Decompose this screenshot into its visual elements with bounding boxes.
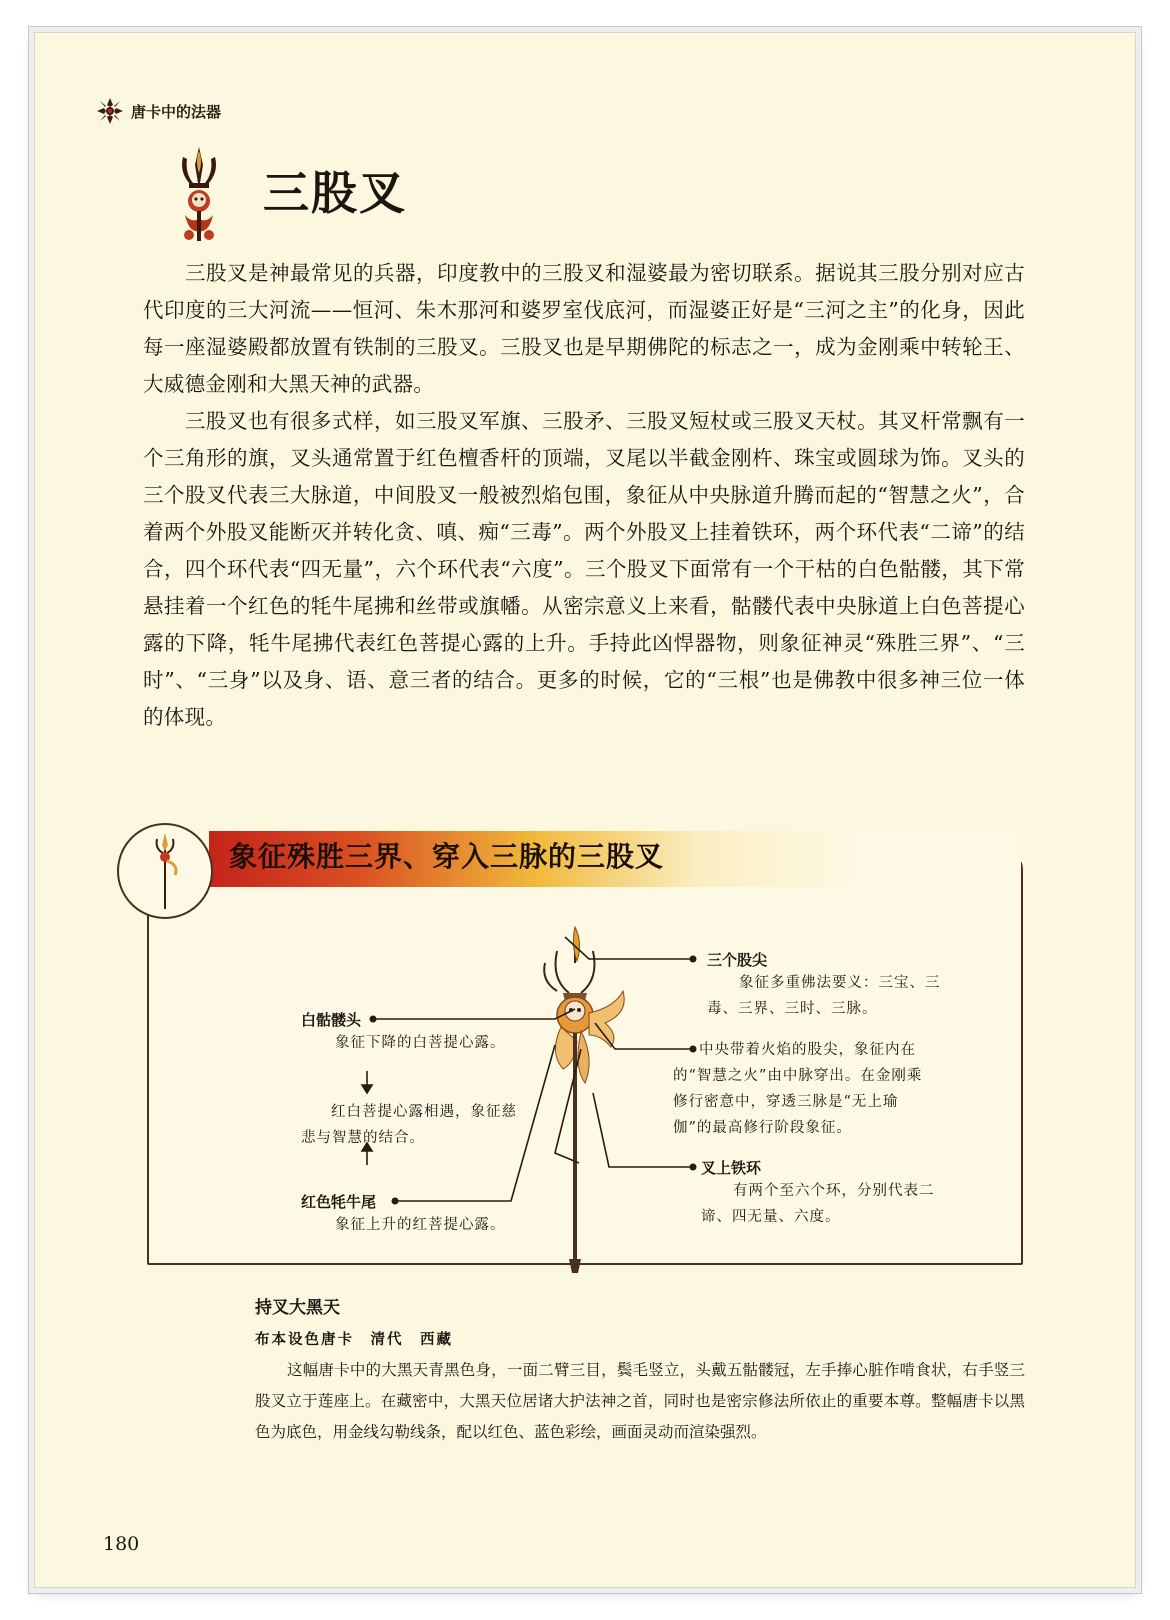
book-page (34, 32, 1136, 1588)
callout-skull-desc: 象征下降的白菩提心露。 (335, 1035, 506, 1051)
callout-flame-desc: 中央带着火焰的股尖，象征内在的“智慧之火”由中脉穿出。在金刚乘修行密意中，穿透三脉是“无上瑜伽”的最高修行阶段象征。 (673, 1042, 923, 1136)
body-text (143, 255, 1025, 736)
caption-title: 持叉大黑天 (255, 1298, 340, 1318)
callout-tips-head: 三个股尖 (707, 951, 768, 969)
body-paragraph: 三股叉也有很多式样，如三股叉军旗、三股矛、三股叉短杖或三股叉天杖。其叉杆常飘有一个三角形的旗，叉头通常置于红色檀香杆的顶端，叉尾以半截金刚杵、珠宝或圆球为饰。叉头的三个股叉代表三大脉道，中间股叉一般被烈焰包围，象征从中央脉道升腾而起的“智慧之火”，合着两个外股叉能断灭并转化贪、嗔、痴“三毒”。两个外股叉上挂着铁环，两个环代表“二谛”的结合，四个环代表“四无量”，六个环代表“六度”。三个股叉下面常有一个干枯的白色骷髅，其下常悬挂着一个红色的牦牛尾拂和丝带或旗幡。从密宗意义上来看，骷髅代表中央脉道上白色菩提心露的下降，牦牛尾拂代表红色菩提心露的上升。手持此凶悍器物，则象征神灵“殊胜三界”、“三时”、“三身”以及身、语、意三者的结合。更多的时候，它的“三根”也是佛教中很多神三位一体的体现。 (143, 409, 1025, 729)
header-title: 唐卡中的法器 (131, 102, 222, 121)
callout-rings-head: 叉上铁环 (701, 1159, 762, 1177)
callout-union (301, 1099, 521, 1151)
figure-caption (255, 1293, 1025, 1448)
page-number: 180 (103, 1533, 140, 1555)
running-header (95, 96, 221, 126)
callout-rings (701, 1157, 941, 1230)
caption-subtitle: 布本设色唐卡 清代 西藏 (255, 1331, 453, 1348)
callout-tips-desc: 象征多重佛法要义：三宝、三毒、三界、三时、三脉。 (707, 975, 941, 1017)
callout-rings-desc: 有两个至六个环，分别代表二谛、四无量、六度。 (701, 1183, 935, 1225)
callout-yak-desc: 象征上升的红菩提心露。 (335, 1217, 506, 1233)
callout-union-desc: 红白菩提心露相遇，象征慈悲与智慧的结合。 (301, 1104, 517, 1146)
callout-yak-head: 红色牦牛尾 (301, 1193, 377, 1211)
page-title: 三股叉 (263, 166, 407, 220)
trident-diagram (145, 823, 1025, 1277)
body-paragraph: 三股叉是神最常见的兵器，印度教中的三股叉和湿婆最为密切联系。据说其三股分别对应古代印度的三大河流——恒河、朱木那河和婆罗室伐底河，而湿婆正好是“三河之主”的化身，因此每一座湿婆殿都放置有铁制的三股叉。三股叉也是早期佛陀的标志之一，成为金刚乘中转轮王、大威德金刚和大黑天神的武器。 (143, 261, 1025, 396)
diagram-title: 象征殊胜三界、穿入三脉的三股叉 (229, 840, 665, 873)
caption-text: 这幅唐卡中的大黑天青黑色身，一面二臂三目，鬓毛竖立，头戴五骷髅冠，左手捧心脏作啃食状，右手竖三股叉立于莲座上。在藏密中，大黑天位居诸大护法神之首，同时也是密宗修法所依止的重要本尊。整幅唐卡以黑色为底色，用金线勾勒线条，配以红色、蓝色彩绘，画面灵动而渲染强烈。 (255, 1361, 1025, 1441)
double-vajra-ornament-icon (95, 96, 125, 126)
trident-skull-icon (169, 143, 229, 247)
callout-tips (707, 949, 947, 1022)
callout-skull (301, 1009, 521, 1056)
callout-yak (301, 1191, 521, 1238)
callout-flame (673, 1037, 929, 1141)
callout-skull-head: 白骷髅头 (301, 1011, 362, 1029)
